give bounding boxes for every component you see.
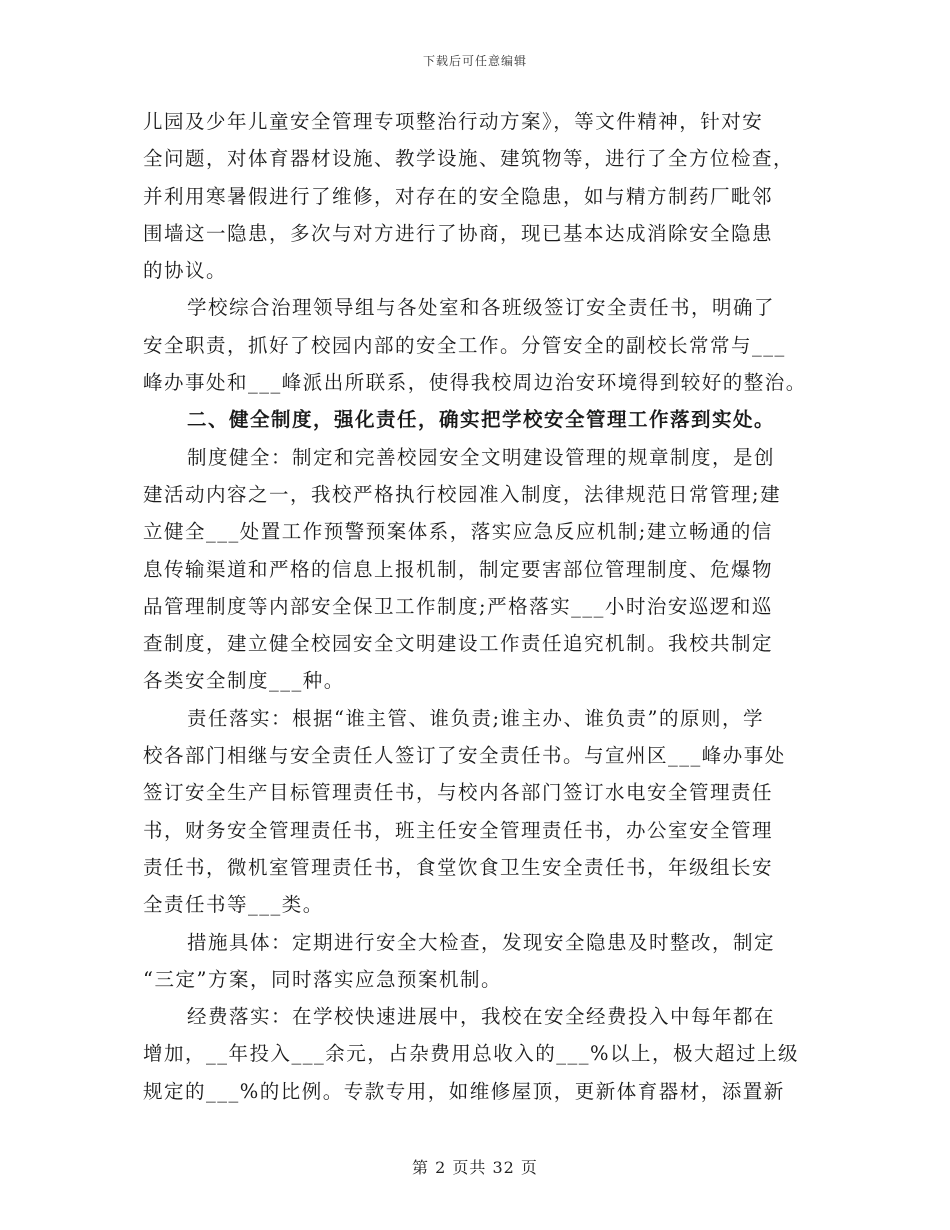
text-line: 增加，__年投入___余元，占杂费用总收入的___%以上，极大超过上级 bbox=[143, 1042, 800, 1066]
text-line: 品管理制度等内部安全保卫工作制度;严格落实___小时治安巡逻和巡 bbox=[143, 594, 773, 618]
text-line: 签订安全生产目标管理责任书，与校内各部门签订水电安全管理责任 bbox=[143, 781, 774, 805]
text-line: 措施具体：定期进行安全大检查，发现安全隐患及时整改，制定 bbox=[187, 930, 776, 954]
page-number-footer: 第 2 页共 32 页 bbox=[412, 1158, 538, 1177]
text-line: 查制度，建立健全校园安全文明建设工作责任追究机制。我校共制定 bbox=[143, 632, 774, 656]
text-line: 峰办事处和___峰派出所联系，使得我校周边治安环境得到较好的整治。 bbox=[143, 371, 807, 395]
text-line: 经费落实：在学校快速进展中，我校在安全经费投入中每年都在 bbox=[187, 1005, 776, 1029]
text-line: 书，财务安全管理责任书，班主任安全管理责任书，办公室安全管理 bbox=[143, 818, 774, 842]
text-line: 全问题，对体育器材设施、教学设施、建筑物等，进行了全方位检查， bbox=[143, 147, 795, 171]
text-line: 全责任书等___类。 bbox=[143, 893, 324, 917]
text-line: 责任书，微机室管理责任书，食堂饮食卫生安全责任书，年级组长安 bbox=[143, 855, 774, 879]
text-line: 各类安全制度___种。 bbox=[143, 669, 345, 693]
text-line: 建活动内容之一，我校严格执行校园准入制度，法律规范日常管理;建 bbox=[143, 482, 782, 506]
text-line: 围墙这一隐患，多次与对方进行了协商，现已基本达成消除安全隐患 bbox=[143, 221, 774, 245]
text-line: 规定的___%的比例。专款专用，如维修屋顶，更新体育器材，添置新 bbox=[143, 1079, 785, 1103]
text-line: “三定”方案，同时落实应急预案机制。 bbox=[143, 967, 502, 991]
text-line: 立健全___处置工作预警预案体系，落实应急反应机制;建立畅通的信 bbox=[143, 520, 773, 544]
text-line: 校各部门相继与安全责任人签订了安全责任书。与宣州区___峰办事处 bbox=[143, 744, 786, 768]
text-line: 制度健全：制定和完善校园安全文明建设管理的规章制度，是创 bbox=[187, 445, 776, 469]
text-line: 责任落实：根据“谁主管、谁负责;谁主办、谁负责”的原则，学 bbox=[187, 706, 765, 730]
text-line: 儿园及少年儿童安全管理专项整治行动方案》，等文件精神，针对安 bbox=[143, 110, 764, 133]
document-body bbox=[143, 103, 811, 1110]
text-line: 安全职责，抓好了校园内部的安全工作。分管安全的副校长常常与___ bbox=[143, 333, 786, 357]
text-line: 息传输渠道和严格的信息上报机制，制定要害部位管理制度、危爆物 bbox=[143, 557, 774, 581]
text-line: 学校综合治理领导组与各处室和各班级签订安全责任书，明确了 bbox=[187, 296, 776, 320]
section-heading-line: 二、健全制度，强化责任，确实把学校安全管理工作落到实处。 bbox=[187, 408, 776, 432]
page-header: 下载后可任意编辑 bbox=[422, 54, 527, 68]
text-line: 并利用寒暑假进行了维修，对存在的安全隐患，如与精方制药厂毗邻 bbox=[143, 184, 774, 208]
text-line: 的协议。 bbox=[143, 259, 228, 283]
